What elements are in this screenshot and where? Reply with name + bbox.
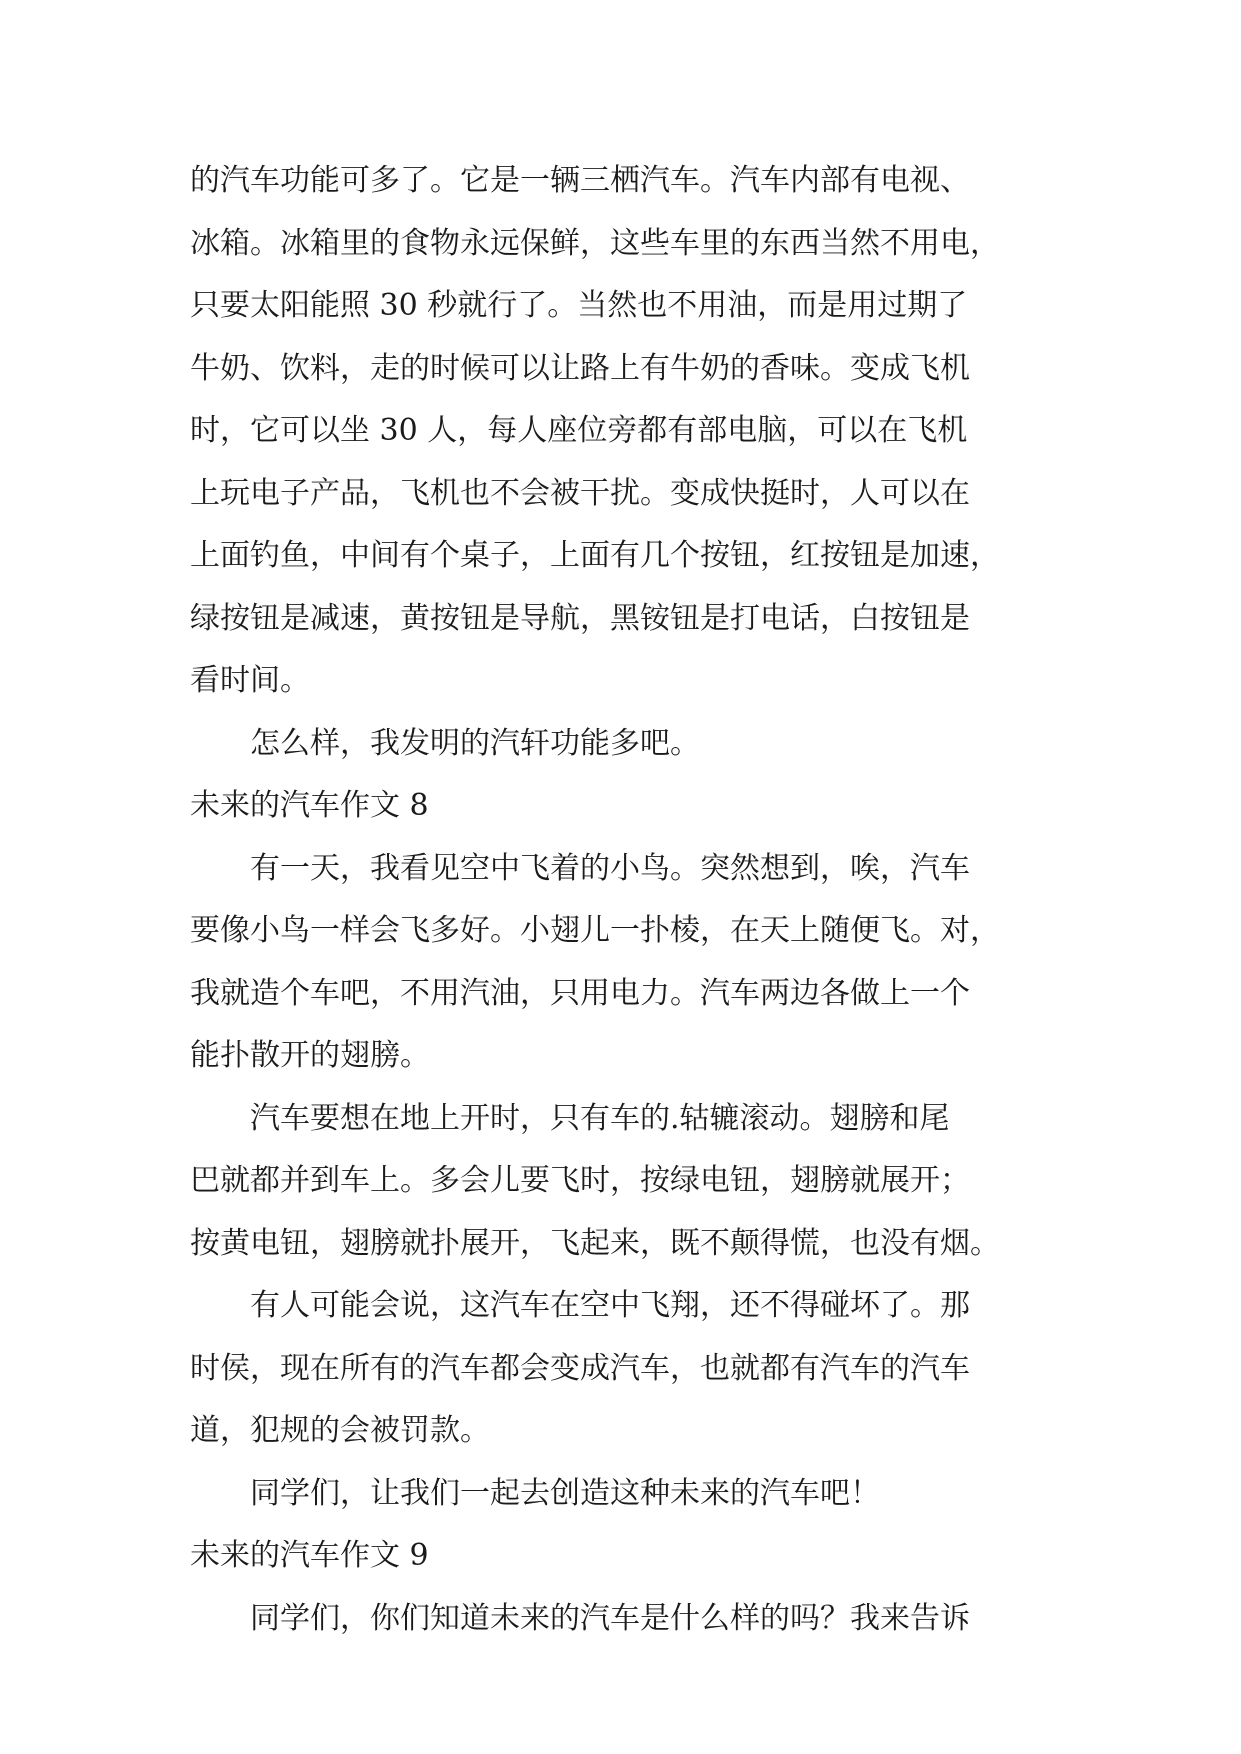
text-line: 同学们，你们知道未来的汽车是什么样的吗？我来告诉 (250, 1600, 970, 1636)
essay-8-paragraph-4 (190, 1463, 1090, 1526)
text-line: 巴就都并到车上。多会儿要飞时，按绿电钮，翅膀就展开； (190, 1163, 970, 1198)
essay-heading-8: 未来的汽车作文 8 (190, 788, 429, 823)
document-page (190, 150, 1090, 1650)
text-line: 冰箱。冰箱里的食物永远保鲜，这些车里的东西当然不用电， (190, 225, 1000, 261)
text-line: 看时间。 (190, 663, 310, 698)
text-line: 要像小鸟一样会飞多好。小翅儿一扑棱，在天上随便飞。对， (190, 913, 1000, 948)
text-line: 绿按钮是减速，黄按钮是导航，黑铵钮是打电话，白按钮是 (190, 600, 970, 636)
text-line: 时，它可以坐 30 人，每人座位旁都有部电脑，可以在飞机 (190, 413, 968, 448)
essay-9-paragraph-1 (190, 1588, 1090, 1651)
text-line: 能扑散开的翅膀。 (190, 1038, 430, 1073)
essay-8-paragraph-1 (190, 838, 1090, 1088)
text-line: 上玩电子产品，飞机也不会被干扰。变成快挺时，人可以在 (190, 475, 970, 511)
text-line: 有人可能会说，这汽车在空中飞翔，还不得碰坏了。那 (250, 1288, 970, 1323)
text-line: 只要太阳能照 30 秒就行了。当然也不用油，而是用过期了 (190, 288, 968, 323)
text-line: 的汽车功能可多了。它是一辆三栖汽车。汽车内部有电视、 (190, 163, 970, 198)
essay-8-paragraph-2 (190, 1088, 1090, 1276)
text-line: 时侯，现在所有的汽车都会变成汽车，也就都有汽车的汽车 (190, 1350, 970, 1386)
text-line: 有一天，我看见空中飞着的小鸟。突然想到，唉，汽车 (250, 850, 970, 886)
text-line: 上面钓鱼，中间有个桌子，上面有几个按钮，红按钮是加速， (190, 538, 1000, 573)
text-line: 怎么样，我发明的汽轩功能多吧。 (250, 725, 700, 761)
text-line: 牛奶、饮料，走的时候可以让路上有牛奶的香味。变成飞机 (190, 350, 970, 386)
text-line: 我就造个车吧，不用汽油，只用电力。汽车两边各做上一个 (190, 975, 970, 1011)
text-line: 汽车要想在地上开时，只有车的.轱辘滚动。翅膀和尾 (250, 1100, 950, 1136)
essay-heading-9: 未来的汽车作文 9 (190, 1538, 429, 1573)
text-line: 按黄电钮，翅膀就扑展开，飞起来，既不颠得慌，也没有烟。 (190, 1225, 1000, 1261)
paragraph-continuation (190, 150, 1090, 713)
paragraph-conclusion (190, 713, 1090, 776)
text-line: 同学们，让我们一起去创造这种未来的汽车吧！ (250, 1475, 880, 1511)
essay-8-paragraph-3 (190, 1275, 1090, 1463)
text-line: 道，犯规的会被罚款。 (190, 1413, 490, 1448)
